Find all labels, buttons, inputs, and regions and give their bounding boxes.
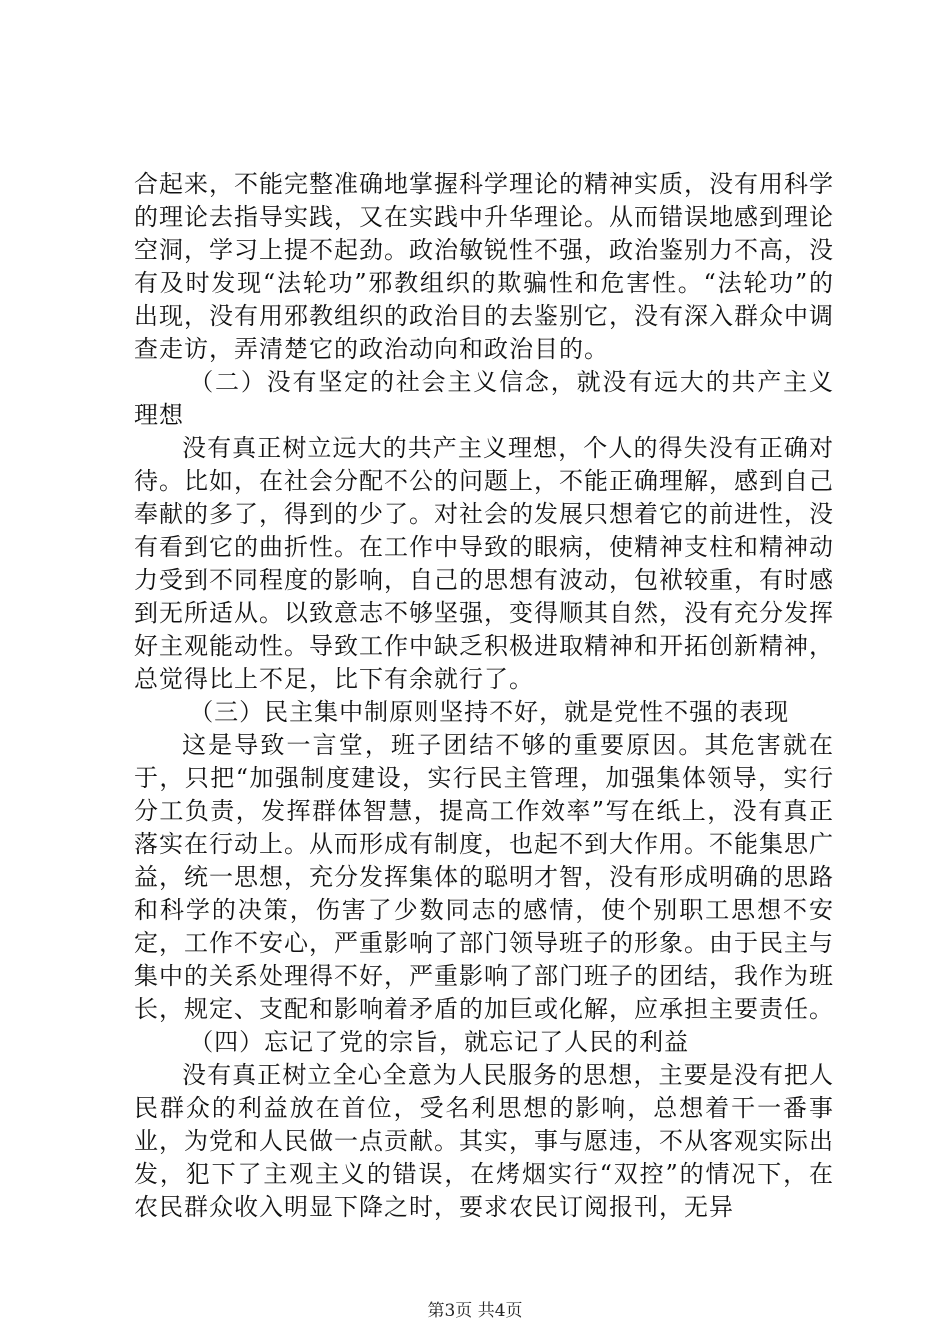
page-number-footer: 第3页 共4页 <box>427 1301 523 1321</box>
section-heading-4: （四）忘记了党的宗旨，就忘记了人民的利益 <box>189 1028 690 1056</box>
document-body <box>134 168 834 1224</box>
section-heading-2: （二）没有坚定的社会主义信念，就没有远大的共产主义理想 <box>134 368 834 429</box>
paragraph-section-2: 没有真正树立远大的共产主义理想，个人的得失没有正确对待。比如，在社会分配不公的问题上，不能正确理解，感到自己奉献的多了，得到的少了。对社会的发展只想着它的前进性，没有看到它的曲折性。在工作中导致的眼病，使精神支柱和精神动力受到不同程度的影响，自己的思想有波动，包袱较重，有时感到无所适从。以致意志不够坚强，变得顺其自然，没有充分发挥好主观能动性。导致工作中缺乏积极进取精神和开拓创新精神，总觉得比上不足，比下有余就行了。 <box>134 434 834 693</box>
paragraph-section-4: 没有真正树立全心全意为人民服务的思想，主要是没有把人民群众的利益放在首位，受名利思想的影响，总想着干一番事业，为党和人民做一点贡献。其实，事与愿违，不从客观实际出发，犯下了主观主义的错误，在烤烟实行“双控”的情况下，在农民群众收入明显下降之时，要求农民订阅报刊，无异 <box>134 1061 834 1221</box>
paragraph-section-3: 这是导致一言堂，班子团结不够的重要原因。其危害就在于，只把“加强制度建设，实行民主管理，加强集体领导，实行分工负责，发挥群体智慧，提高工作效率”写在纸上，没有真正落实在行动上。从而形成有制度，也起不到大作用。不能集思广益，统一思想，充分发挥集体的聪明才智，没有形成明确的思路和科学的决策，伤害了少数同志的感情，使个别职工思想不安定，工作不安心，严重影响了部门领导班子的形象。由于民主与集中的关系处理得不好，严重影响了部门班子的团结，我作为班长，规定、支配和影响着矛盾的加巨或化解，应承担主要责任。 <box>134 731 834 1023</box>
section-heading-3: （三）民主集中制原则坚持不好，就是党性不强的表现 <box>189 698 790 726</box>
paragraph-continuation: 合起来，不能完整准确地掌握科学理论的精神实质，没有用科学的理论去指导实践，又在实践中升华理论。从而错误地感到理论空洞，学习上提不起劲。政治敏锐性不强，政治鉴别力不高，没有及时发现“法轮功”邪教组织的欺骗性和危害性。“法轮功”的出现，没有用邪教组织的政治目的去鉴别它，没有深入群众中调查走访，弄清楚它的政治动向和政治目的。 <box>134 170 834 363</box>
